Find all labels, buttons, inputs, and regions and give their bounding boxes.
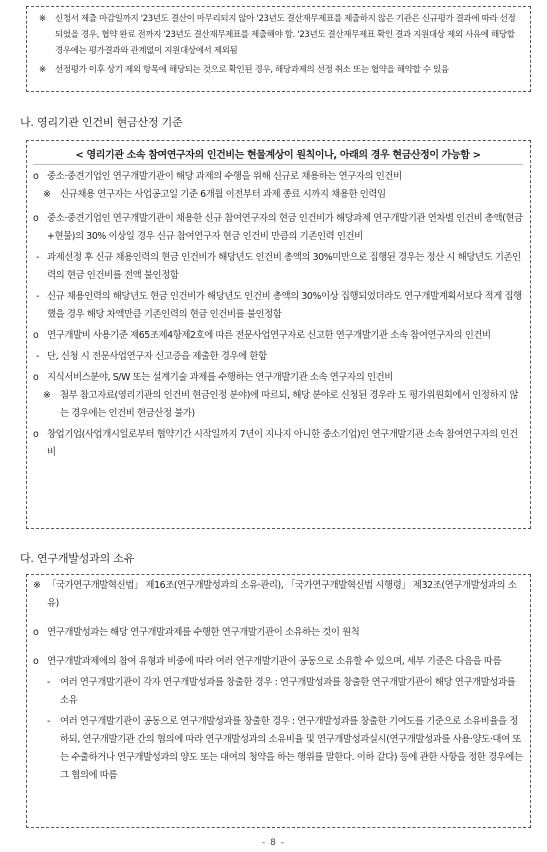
item-text: 신규 채용인력의 해당년도 현금 인건비가 해당년도 인건비 총액의 30%이상 집행되었더라도 연구개발계획서보다 적게 집행했을 경우 해당 차액만큼 기존인력의 현금 인건비를 불인정함 [47,291,522,320]
dash-mark: - [36,291,39,302]
bullet-mark: o [33,213,39,224]
item-text: 중소·중견기업인 연구개발기관이 채용한 신규 참여연구자의 현금 인건비가 해당과제 연구개발기관 연차별 인건비 총액(현금+현물)의 30% 이상일 경우 신규 참여연구자 현금 인건비 만큼의 기존인력 인건비 [47,213,523,242]
reference-mark: ※ [33,580,41,591]
list-item [33,387,523,423]
list-item [33,713,523,785]
dash-mark: - [47,716,50,727]
bullet-mark: o [33,372,39,383]
item-text: 과제선정 후 신규 채용인력의 현금 인건비가 해당년도 인건비 총액의 30%미만으로 집행된 경우는 정산 시 해당년도 기존인력의 현금 인건비를 전액 불인정함 [47,252,521,281]
list-item [33,168,523,186]
list-item [33,210,523,246]
item-text: 신규채용 연구자는 사업공고일 기준 6개월 이전부터 과제 종료 시까지 채용한 인력임 [60,189,386,200]
note-text: 선정평가 이후 상기 제외 항목에 해당되는 것으로 확인된 경우, 해당과제의 선정 취소 또는 협약을 해약할 수 있음 [55,65,449,75]
section-heading-labor-cost: 나. 영리기관 인건비 현금산정 기준 [20,116,183,129]
bullet-mark: o [33,627,39,638]
section-heading-ownership: 다. 연구개발성과의 소유 [20,552,135,565]
labor-cost-box [26,140,531,529]
dash-mark: - [36,252,39,263]
page-number: - 8 - [262,838,285,848]
list-item [33,369,523,387]
item-text: 첨부 참고자료(영리기관의 인건비 현금인정 분야)에 따르되, 해당 분야로 신청된 경우라 도 평가위원회에서 인정하지 않는 경우에는 인건비 현금산정 불가) [60,390,519,419]
list-item [33,624,523,642]
bullet-mark: o [33,656,39,667]
bullet-mark: o [33,171,39,182]
reference-mark: ※ [39,14,46,24]
list-item [33,348,523,366]
ownership-box [26,574,531,828]
item-text: 여러 연구개발기관이 공동으로 연구개발성과를 창출한 경우 : 연구개발성과를 창출한 기여도를 기준으로 소유비율을 정하되, 연구개발기관 간의 협의에 따라 연구개발성과의 소유비율 및 연구개발성과실시(연구개발성과를 사용·양도·대여 또는 수출하거나 연구개발성과의 양도 또는 대여의 청약을 하는 행위를 말한다. 이하 같다) 등에 관한 사항을 정한 경우에는 그 협의에 따름 [60,716,523,781]
item-text: 단, 신청 시 전문사업연구자 신고증을 제출한 경우에 한함 [47,351,267,362]
list-item [33,426,523,462]
list-item [33,653,523,671]
list-item [33,249,523,285]
labor-cost-banner: < 영리기관 소속 참여연구자의 인건비는 현물계상이 원칙이나, 아래의 경우 현금산정이 가능함 > [33,143,523,165]
list-item [33,327,523,345]
notice-box [26,6,531,92]
bullet-mark: o [33,330,39,341]
bullet-mark: o [33,429,39,440]
list-item [33,674,523,710]
item-text: 여러 연구개발기관이 각자 연구개발성과를 창출한 경우 : 연구개발성과를 창출한 연구개발기관이 해당 연구개발성과를 소유 [60,677,516,706]
note-text: 신청서 제출 마감일까지 '23년도 결산이 마무리되지 않아 '23년도 결산재무제표를 제출하지 않은 기관은 신규평가 결과에 따라 선정되었을 경우, 협약 완료 전까지 '23년도 결산재무제표를 제출해야 함. '23년도 결산재무제표 확인 결과 지원대상 제외 사유에 해당할 경우에는 평가결과와 관계없이 지원대상에서 제외됨 [55,14,516,56]
item-text: 연구개발비 사용기준 제65조제4항제2호에 따른 전문사업연구자로 신고한 연구개발기관 소속 참여연구자의 인건비 [47,330,491,341]
item-text: 중소·중견기업인 연구개발기관이 해당 과제의 수행을 위해 신규로 채용하는 연구자의 인건비 [47,171,402,182]
item-text: 창업기업(사업개시일로부터 협약기간 시작일까지 7년이 지나지 아니한 중소기업)인 연구개발기관 소속 참여연구자의 인건비 [47,429,518,458]
dash-mark: - [36,351,39,362]
list-item [33,577,523,613]
item-text: 「국가연구개발혁신법」 제16조(연구개발성과의 소유·관리), 「국가연구개발혁신법 시행령」 제32조(연구개발성과의 소유) [47,580,517,609]
note-item [39,11,522,59]
item-text: 연구개발성과는 해당 연구개발과제를 수행한 연구개발기관이 소유하는 것이 원칙 [47,627,360,638]
reference-mark: ※ [43,390,51,401]
item-text: 지식서비스분야, S/W 또는 설계기술 과제를 수행하는 연구개발기관 소속 연구자의 인건비 [47,372,393,383]
list-item [33,288,523,324]
list-item [33,186,523,204]
note-item [39,62,522,78]
item-text: 연구개발과제에의 참여 유형과 비중에 따라 여러 연구개발기관이 공동으로 소유할 수 있으며, 세부 기준은 다음을 따름 [47,656,502,667]
reference-mark: ※ [39,65,46,75]
reference-mark: ※ [43,189,51,200]
dash-mark: - [47,677,50,688]
